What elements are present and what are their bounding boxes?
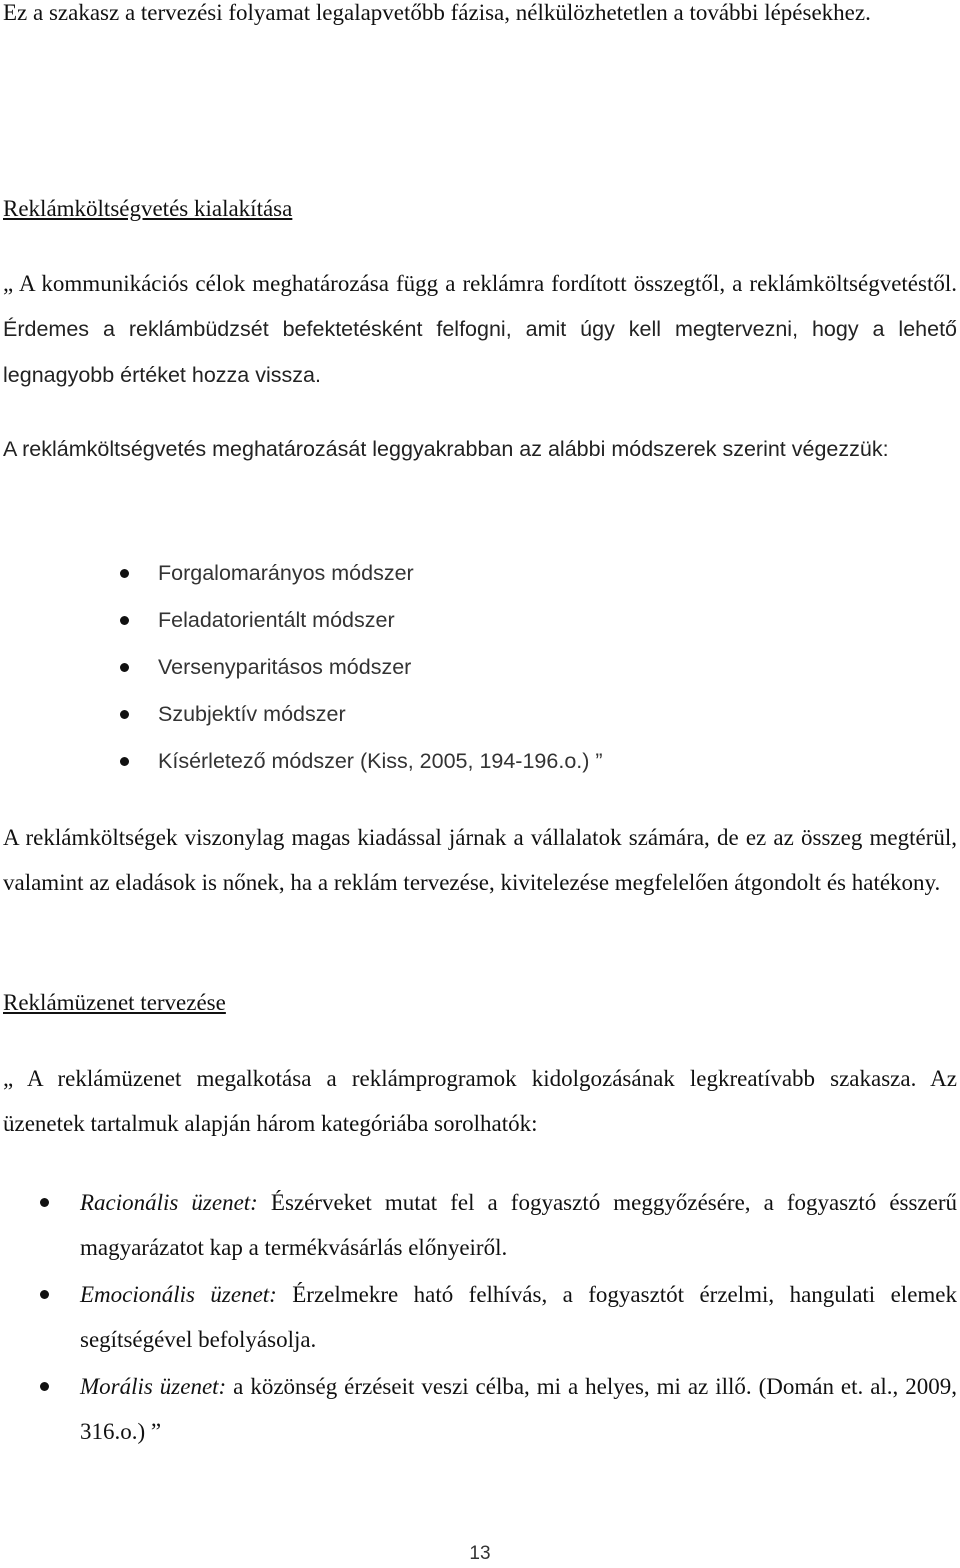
bullet-icon bbox=[120, 710, 129, 719]
bullet-icon bbox=[40, 1198, 49, 1207]
bullet-icon bbox=[120, 663, 129, 672]
message-type-text: Észérveket mutat fel a fogyasztó meggyőzésére, a fogyasztó ésszerű magyarázatot kap a termékvásárlás előnyeiről. bbox=[80, 1190, 958, 1260]
bullet-icon bbox=[40, 1382, 49, 1391]
methods-list bbox=[120, 550, 603, 785]
costs-paragraph: A reklámköltségek viszonylag magas kiadással járnak a vállalatok számára, de ez az összeg megtérül, valamint az eladások is nőnek, ha a reklám tervezése, kivitelezése megfelelően átgondolt és hatékony. bbox=[3, 825, 957, 895]
message-type-term: Morális üzenet: bbox=[80, 1374, 227, 1399]
message-quote-paragraph: „ A reklámüzenet megalkotása a reklámprogramok kidolgozásának legkreatívabb szakasza. Az üzenetek tartalmuk alapján három kategóriába sorolhatók: bbox=[3, 1066, 957, 1136]
message-type-text: Érzelmekre ható felhívás, a fogyasztót érzelmi, hangulati elemek segítségével befolyásolja. bbox=[80, 1282, 958, 1352]
bullet-icon bbox=[120, 569, 129, 578]
list-item: Szubjektív módszer bbox=[120, 691, 603, 738]
bullet-icon bbox=[40, 1290, 49, 1299]
section-heading-message: Reklámüzenet tervezése bbox=[3, 990, 226, 1015]
intro-paragraph: Ez a szakasz a tervezési folyamat legalapvetőbb fázisa, nélkülözhetetlen a további lépésekhez. bbox=[3, 0, 871, 25]
budget-quote-part-2: Érdemes a reklámbüdzsét befektetésként felfogni, amit úgy kell megtervezni, hogy a lehető legnagyobb értéket hozza vissza. bbox=[3, 317, 957, 387]
list-item bbox=[40, 1180, 957, 1270]
section-heading-budget: Reklámköltségvetés kialakítása bbox=[3, 196, 293, 221]
list-item: Feladatorientált módszer bbox=[120, 597, 603, 644]
page-number: 13 bbox=[469, 1543, 491, 1564]
list-item: Kísérletező módszer (Kiss, 2005, 194-196.o.) ” bbox=[120, 738, 603, 785]
bullet-icon bbox=[120, 616, 129, 625]
message-type-term: Emocionális üzenet: bbox=[80, 1282, 277, 1307]
list-item: Versenyparitásos módszer bbox=[120, 644, 603, 691]
methods-intro-paragraph: A reklámköltségvetés meghatározását leggyakrabban az alábbi módszerek szerint végezzük: bbox=[3, 437, 889, 461]
list-item bbox=[40, 1364, 957, 1454]
message-type-term: Racionális üzenet: bbox=[80, 1190, 258, 1215]
bullet-icon bbox=[120, 757, 129, 766]
message-type-text: a közönség érzéseit veszi célba, mi a helyes, mi az illő. (Domán et. al., 2009, 316.o.) ” bbox=[80, 1374, 957, 1444]
list-item: Forgalomarányos módszer bbox=[120, 550, 603, 597]
budget-quote-part-1: „ A kommunikációs célok meghatározása függ a reklámra fordított összegtől, a reklámköltségvetéstől. bbox=[3, 271, 957, 296]
message-types-list bbox=[40, 1180, 957, 1456]
budget-quote-paragraph bbox=[3, 261, 957, 398]
list-item bbox=[40, 1272, 957, 1362]
